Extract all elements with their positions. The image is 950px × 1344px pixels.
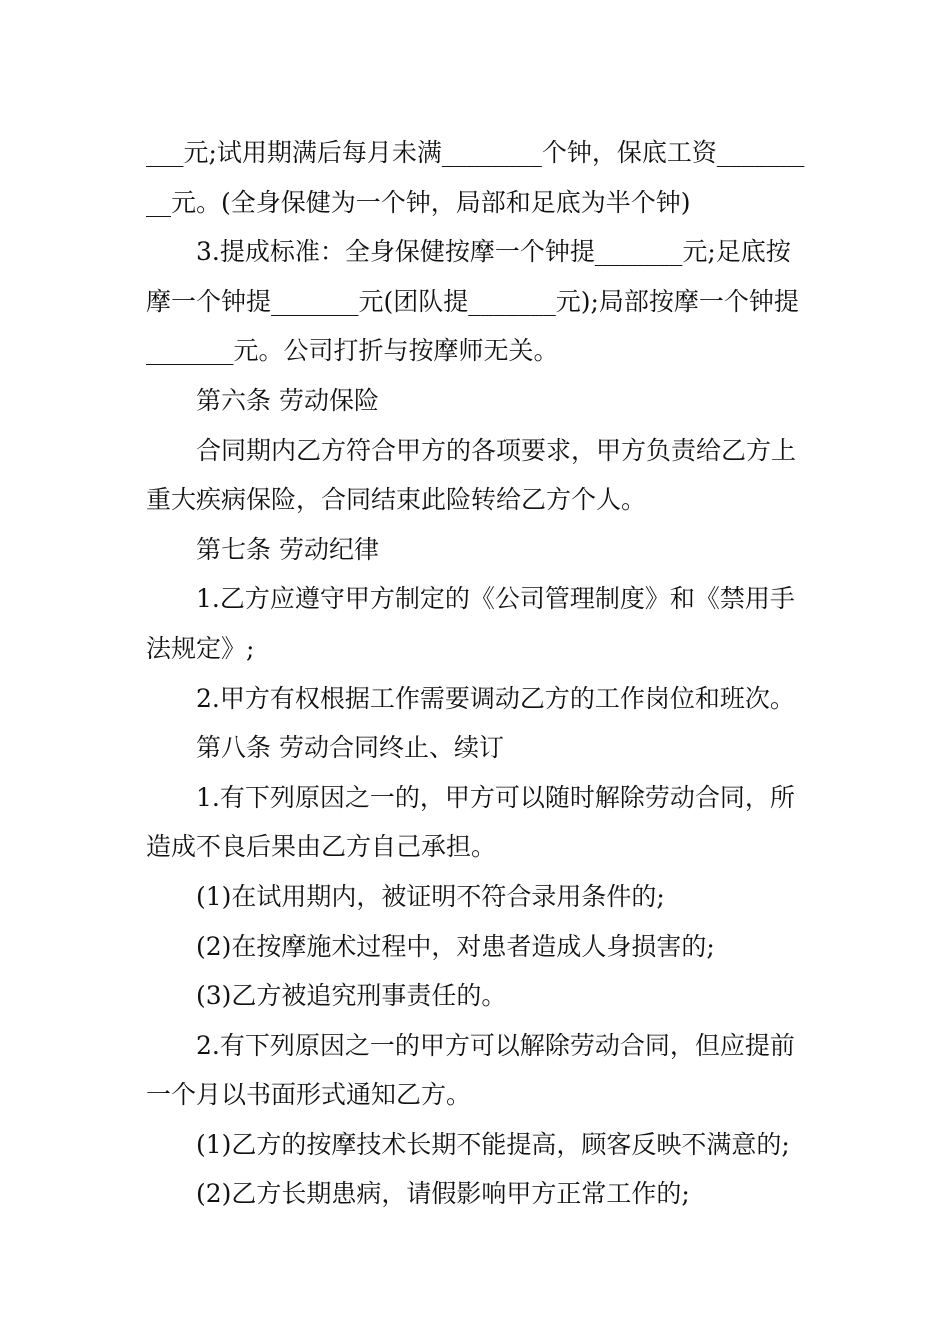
paragraph: 3.提成标准：全身保健按摩一个钟提_______元;足底按摩一个钟提_______元(团队提_______元);局部按摩一个钟提_______元。公司打折与按摩师无关。 <box>146 237 799 366</box>
paragraph: 1.乙方应遵守甲方制定的《公司管理制度》和《禁用手法规定》; <box>146 584 795 663</box>
paragraph: 2.甲方有权根据工作需要调动乙方的工作岗位和班次。 <box>196 683 795 713</box>
document-body <box>146 128 811 1219</box>
list-item: (1)乙方的按摩技术长期不能提高，顾客反映不满意的; <box>196 1129 790 1159</box>
list-item: (1)在试用期内，被证明不符合录用条件的; <box>196 881 665 911</box>
paragraph: 2.有下列原因之一的甲方可以解除劳动合同，但应提前一个月以书面形式通知乙方。 <box>146 1030 795 1110</box>
list-item: (2)在按摩施术过程中，对患者造成人身损害的; <box>196 931 715 961</box>
paragraph: 合同期内乙方符合甲方的各项要求，甲方负责给乙方上重大疾病保险，合同结束此险转给乙方个人。 <box>146 435 797 515</box>
paragraph: 1.有下列原因之一的，甲方可以随时解除劳动合同，所造成不良后果由乙方自己承担。 <box>146 782 795 862</box>
list-item: (3)乙方被追究刑事责任的。 <box>196 981 507 1011</box>
section-heading: 第七条 劳动纪律 <box>196 534 379 564</box>
paragraph: ___元;试用期满后每月未满________个钟，保底工资_________元。(全身保健为一个钟，局部和足底为半个钟) <box>146 138 805 217</box>
section-heading: 第六条 劳动保险 <box>196 385 379 415</box>
list-item: (2)乙方长期患病，请假影响甲方正常工作的; <box>196 1179 690 1209</box>
section-heading: 第八条 劳动合同终止、续订 <box>196 733 504 763</box>
